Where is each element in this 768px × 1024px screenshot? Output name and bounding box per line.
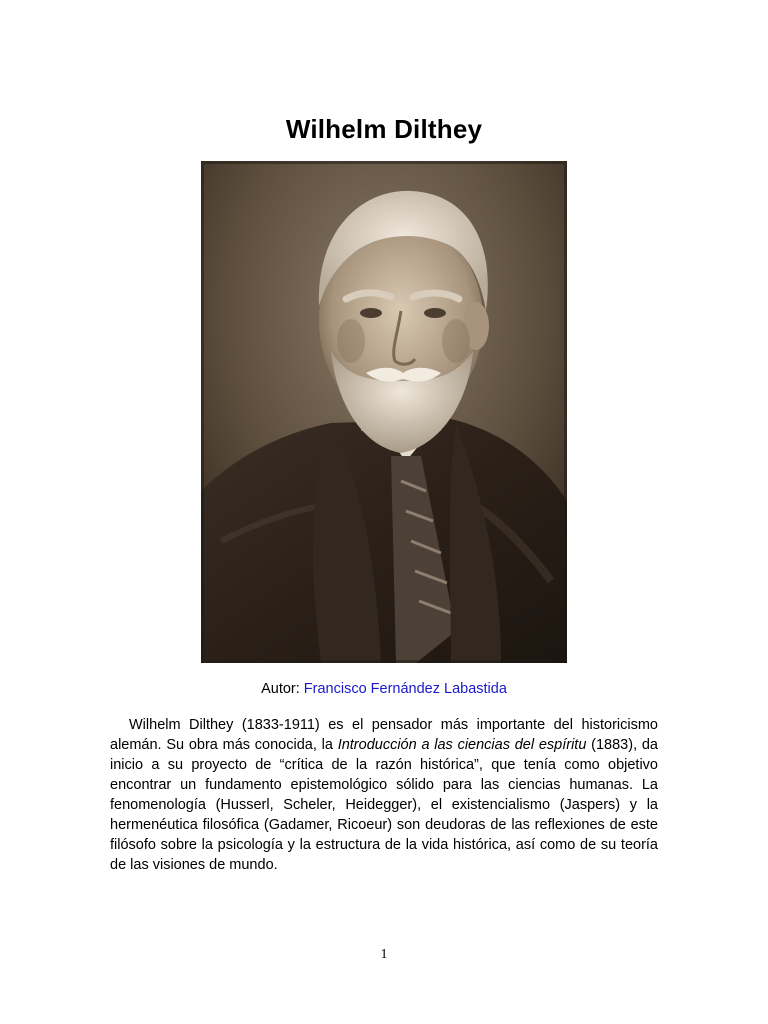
author-byline <box>0 679 768 699</box>
body-paragraph <box>110 715 658 875</box>
portrait-photo <box>201 161 567 663</box>
page-number: 1 <box>380 947 388 962</box>
author-link[interactable]: Francisco Fernández Labastida <box>303 681 507 697</box>
page-title: Wilhelm Dilthey <box>285 114 483 144</box>
author-label: Autor: <box>261 681 304 697</box>
book-title-italic: Introducción a las ciencias del espíritu <box>337 737 587 753</box>
paragraph-text-2: (1883), da inicio a su proyecto de “crítica de la razón histórica”, que tenía como objetivo encontrar un fundamento epistemológico sólido para las ciencias humanas. La fenomenología (Husserl, Scheler, Heidegger), el existencialismo (Jaspers) y la hermenéutica filosófica (Gadamer, Ricoeur) son deudoras de las reflexiones de este filósofo sobre la psicología y la estructura de la vida histórica, así como de su teoría de las visiones de mundo. <box>110 737 658 873</box>
paragraph-text-1: Wilhelm Dilthey (1833-1911) es el pensador más importante del historicismo alemán. Su obra más conocida, la <box>110 717 658 753</box>
